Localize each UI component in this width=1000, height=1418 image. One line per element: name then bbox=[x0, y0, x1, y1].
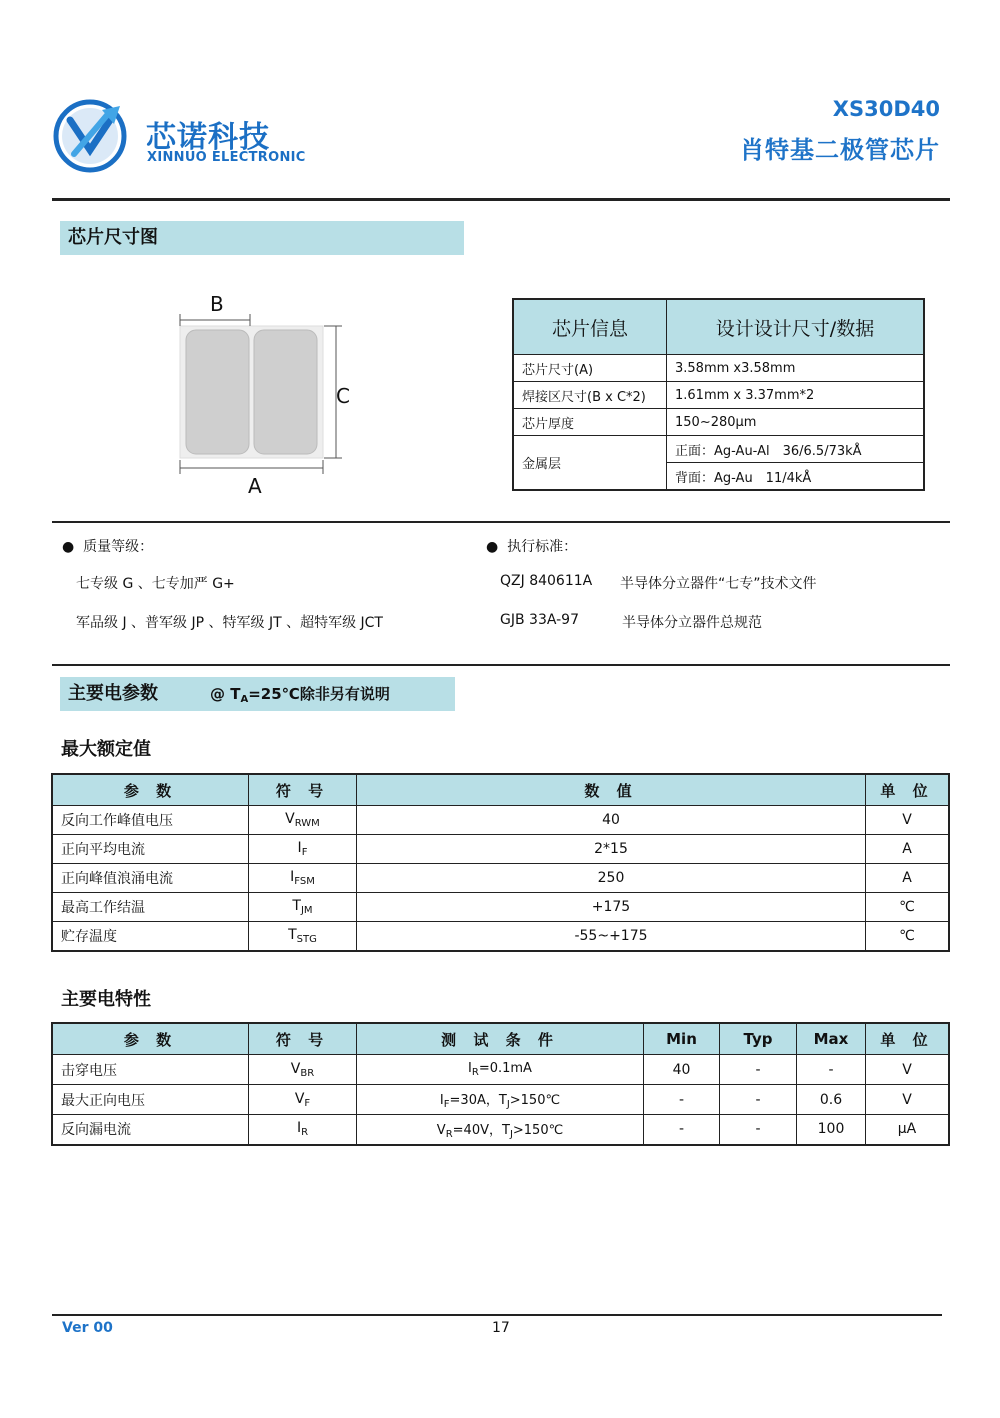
symbol-cell bbox=[249, 1055, 357, 1085]
table-row bbox=[52, 806, 949, 835]
col-param: 参 数 bbox=[52, 1023, 249, 1055]
chip-info-table bbox=[512, 298, 925, 491]
symbol-sub: BR bbox=[300, 1067, 315, 1079]
param-cell: 最高工作结温 bbox=[52, 893, 249, 922]
typ-cell: - bbox=[720, 1115, 797, 1145]
symbol-cell bbox=[249, 893, 357, 922]
company-logo bbox=[52, 98, 132, 178]
min-cell: 40 bbox=[644, 1055, 720, 1085]
unit-cell: A bbox=[866, 864, 950, 893]
chip-diagram bbox=[170, 290, 370, 500]
min-cell: - bbox=[644, 1115, 720, 1145]
col-max: Max bbox=[797, 1023, 866, 1055]
cond-sub: R bbox=[445, 1128, 453, 1140]
cond-rest: =0.1mA bbox=[478, 1061, 532, 1076]
chip-section-title: 芯片尺寸图 bbox=[68, 227, 158, 248]
symbol-main: I bbox=[296, 1120, 302, 1137]
symbol-cell bbox=[249, 835, 357, 864]
symbol-main: V bbox=[294, 1090, 305, 1107]
cond-sub: R bbox=[471, 1067, 479, 1078]
standard-text-2: 半导体分立器件总规范 bbox=[622, 615, 762, 631]
standard-code-2: GJB 33A-97 bbox=[500, 612, 579, 628]
value-cell: +175 bbox=[357, 893, 866, 922]
version-label: Ver 00 bbox=[62, 1320, 113, 1336]
cond-rest-2: >150℃ bbox=[512, 1122, 564, 1138]
electrical-section-title: 主要电参数 bbox=[68, 683, 158, 704]
table-row bbox=[52, 864, 949, 893]
symbol-main: T bbox=[292, 898, 301, 914]
unit-cell: V bbox=[866, 1085, 950, 1115]
unit-cell: μA bbox=[866, 1115, 950, 1145]
param-cell: 正向峰值浪涌电流 bbox=[52, 864, 249, 893]
table-row bbox=[513, 409, 924, 436]
dim-label-a: A bbox=[248, 474, 262, 498]
param-cell: 最大正向电压 bbox=[52, 1085, 249, 1115]
symbol-main: V bbox=[290, 1060, 301, 1077]
unit-cell: V bbox=[866, 1055, 950, 1085]
col-unit: 单 位 bbox=[866, 774, 950, 806]
pad-size-value: 1.61mm x 3.37mm*2 bbox=[667, 382, 925, 409]
param-cell: 正向平均电流 bbox=[52, 835, 249, 864]
quality-line-1: 七专级 G 、七专加严 G+ bbox=[76, 576, 235, 592]
logo-name-en: XINNUO ELECTRONIC bbox=[147, 150, 306, 165]
table-row bbox=[52, 893, 949, 922]
cond-sub-2: J bbox=[506, 1099, 510, 1110]
table-row bbox=[52, 1055, 949, 1085]
chip-info-header: 芯片信息 bbox=[513, 299, 667, 355]
cond-sym: I bbox=[439, 1093, 444, 1108]
electrical-section-band bbox=[60, 677, 455, 711]
condition-suffix: =25℃除非另有说明 bbox=[248, 685, 390, 703]
col-symbol: 符 号 bbox=[249, 774, 357, 806]
logo-icon bbox=[52, 98, 132, 178]
characteristics-title: 主要电特性 bbox=[61, 989, 151, 1010]
dim-label-c: C bbox=[336, 384, 350, 408]
header-divider bbox=[52, 198, 950, 201]
condition-sub: A bbox=[240, 694, 249, 705]
symbol-main: I bbox=[290, 869, 295, 885]
param-cell: 反向工作峰值电压 bbox=[52, 806, 249, 835]
quality-label: ● 质量等级： bbox=[62, 539, 154, 555]
symbol-sub: FSM bbox=[294, 876, 315, 887]
table-row bbox=[52, 835, 949, 864]
typ-cell: - bbox=[720, 1085, 797, 1115]
symbol-cell bbox=[249, 864, 357, 893]
symbol-sub: STG bbox=[296, 934, 317, 945]
col-condition: 测 试 条 件 bbox=[357, 1023, 644, 1055]
quality-label-text: 质量等级： bbox=[83, 539, 154, 555]
col-symbol: 符 号 bbox=[249, 1023, 357, 1055]
electrical-condition bbox=[210, 677, 390, 717]
max-cell: 0.6 bbox=[797, 1085, 866, 1115]
unit-cell: V bbox=[866, 806, 950, 835]
ratings-table bbox=[51, 773, 950, 952]
col-unit: 单 位 bbox=[866, 1023, 950, 1055]
value-cell: -55~+175 bbox=[357, 922, 866, 952]
quality-line-2: 军品级 J 、普军级 JP 、特军级 JT 、超特军级 JCT bbox=[76, 615, 383, 631]
condition-cell bbox=[357, 1055, 644, 1085]
unit-cell: ℃ bbox=[866, 922, 950, 952]
unit-cell: ℃ bbox=[866, 893, 950, 922]
chip-section-band bbox=[60, 221, 464, 255]
section-divider bbox=[52, 664, 950, 666]
logo-name-cn: 芯诺科技 bbox=[146, 120, 270, 155]
max-cell: - bbox=[797, 1055, 866, 1085]
standard-code-1: QZJ 840611A bbox=[500, 573, 593, 589]
value-cell: 250 bbox=[357, 864, 866, 893]
max-cell: 100 bbox=[797, 1115, 866, 1145]
condition-prefix: @ T bbox=[210, 685, 241, 703]
part-description: 肖特基二极管芯片 bbox=[740, 136, 940, 164]
symbol-cell bbox=[249, 1115, 357, 1145]
table-row bbox=[52, 922, 949, 952]
part-number: XS30D40 bbox=[832, 97, 940, 121]
symbol-cell bbox=[249, 1085, 357, 1115]
thickness-label: 芯片厚度 bbox=[513, 409, 667, 436]
value-cell: 2*15 bbox=[357, 835, 866, 864]
col-param: 参 数 bbox=[52, 774, 249, 806]
pad-size-label: 焊接区尺寸(B x C*2) bbox=[513, 382, 667, 409]
param-cell: 贮存温度 bbox=[52, 922, 249, 952]
symbol-sub: RWM bbox=[294, 818, 320, 829]
chip-data-header: 设计设计尺寸/数据 bbox=[667, 299, 925, 355]
col-typ: Typ bbox=[720, 1023, 797, 1055]
standard-text-1: 半导体分立器件“七专”技术文件 bbox=[620, 576, 817, 592]
typ-cell: - bbox=[720, 1055, 797, 1085]
thickness-value: 150~280μm bbox=[667, 409, 925, 436]
unit-cell: A bbox=[866, 835, 950, 864]
table-row bbox=[52, 1085, 949, 1115]
col-min: Min bbox=[644, 1023, 720, 1055]
min-cell: - bbox=[644, 1085, 720, 1115]
metal-label: 金属层 bbox=[513, 436, 667, 491]
symbol-sub: R bbox=[301, 1127, 309, 1139]
symbol-sub: JM bbox=[300, 905, 313, 916]
symbol-cell bbox=[249, 806, 357, 835]
param-cell: 反向漏电流 bbox=[52, 1115, 249, 1145]
param-cell: 击穿电压 bbox=[52, 1055, 249, 1085]
characteristics-table bbox=[51, 1022, 950, 1146]
cond-sub-2: J bbox=[509, 1128, 513, 1140]
symbol-main: I bbox=[297, 840, 302, 856]
dim-label-b: B bbox=[210, 292, 224, 316]
metal-front-value: 正面：Ag-Au-Al 36/6.5/73kÅ bbox=[667, 436, 925, 463]
section-divider bbox=[52, 521, 950, 523]
table-row bbox=[52, 1115, 949, 1145]
symbol-main: T bbox=[288, 927, 297, 943]
cond-rest: =40V，T bbox=[452, 1122, 510, 1138]
cond-rest: =30A，T bbox=[449, 1093, 507, 1108]
table-row bbox=[513, 355, 924, 382]
symbol-main: V bbox=[285, 811, 295, 827]
symbol-cell bbox=[249, 922, 357, 952]
cond-rest-2: >150℃ bbox=[509, 1093, 561, 1108]
chip-size-value: 3.58mm x3.58mm bbox=[667, 355, 925, 382]
cond-sym: V bbox=[436, 1122, 446, 1138]
footer-divider bbox=[52, 1314, 942, 1316]
standard-label-text: 执行标准： bbox=[507, 539, 578, 555]
standard-label: ● 执行标准： bbox=[486, 539, 578, 555]
symbol-sub: F bbox=[301, 847, 308, 858]
table-row bbox=[513, 436, 924, 463]
col-value: 数 值 bbox=[357, 774, 866, 806]
page-number: 17 bbox=[492, 1320, 510, 1336]
chip-size-label: 芯片尺寸(A) bbox=[513, 355, 667, 382]
condition-cell bbox=[357, 1085, 644, 1115]
ratings-title: 最大额定值 bbox=[61, 739, 151, 760]
value-cell: 40 bbox=[357, 806, 866, 835]
condition-cell bbox=[357, 1115, 644, 1145]
symbol-sub: F bbox=[304, 1097, 311, 1109]
cond-sym: I bbox=[468, 1061, 472, 1076]
cond-sub: F bbox=[443, 1099, 450, 1110]
metal-back-value: 背面：Ag-Au 11/4kÅ bbox=[667, 463, 925, 491]
table-row bbox=[513, 382, 924, 409]
